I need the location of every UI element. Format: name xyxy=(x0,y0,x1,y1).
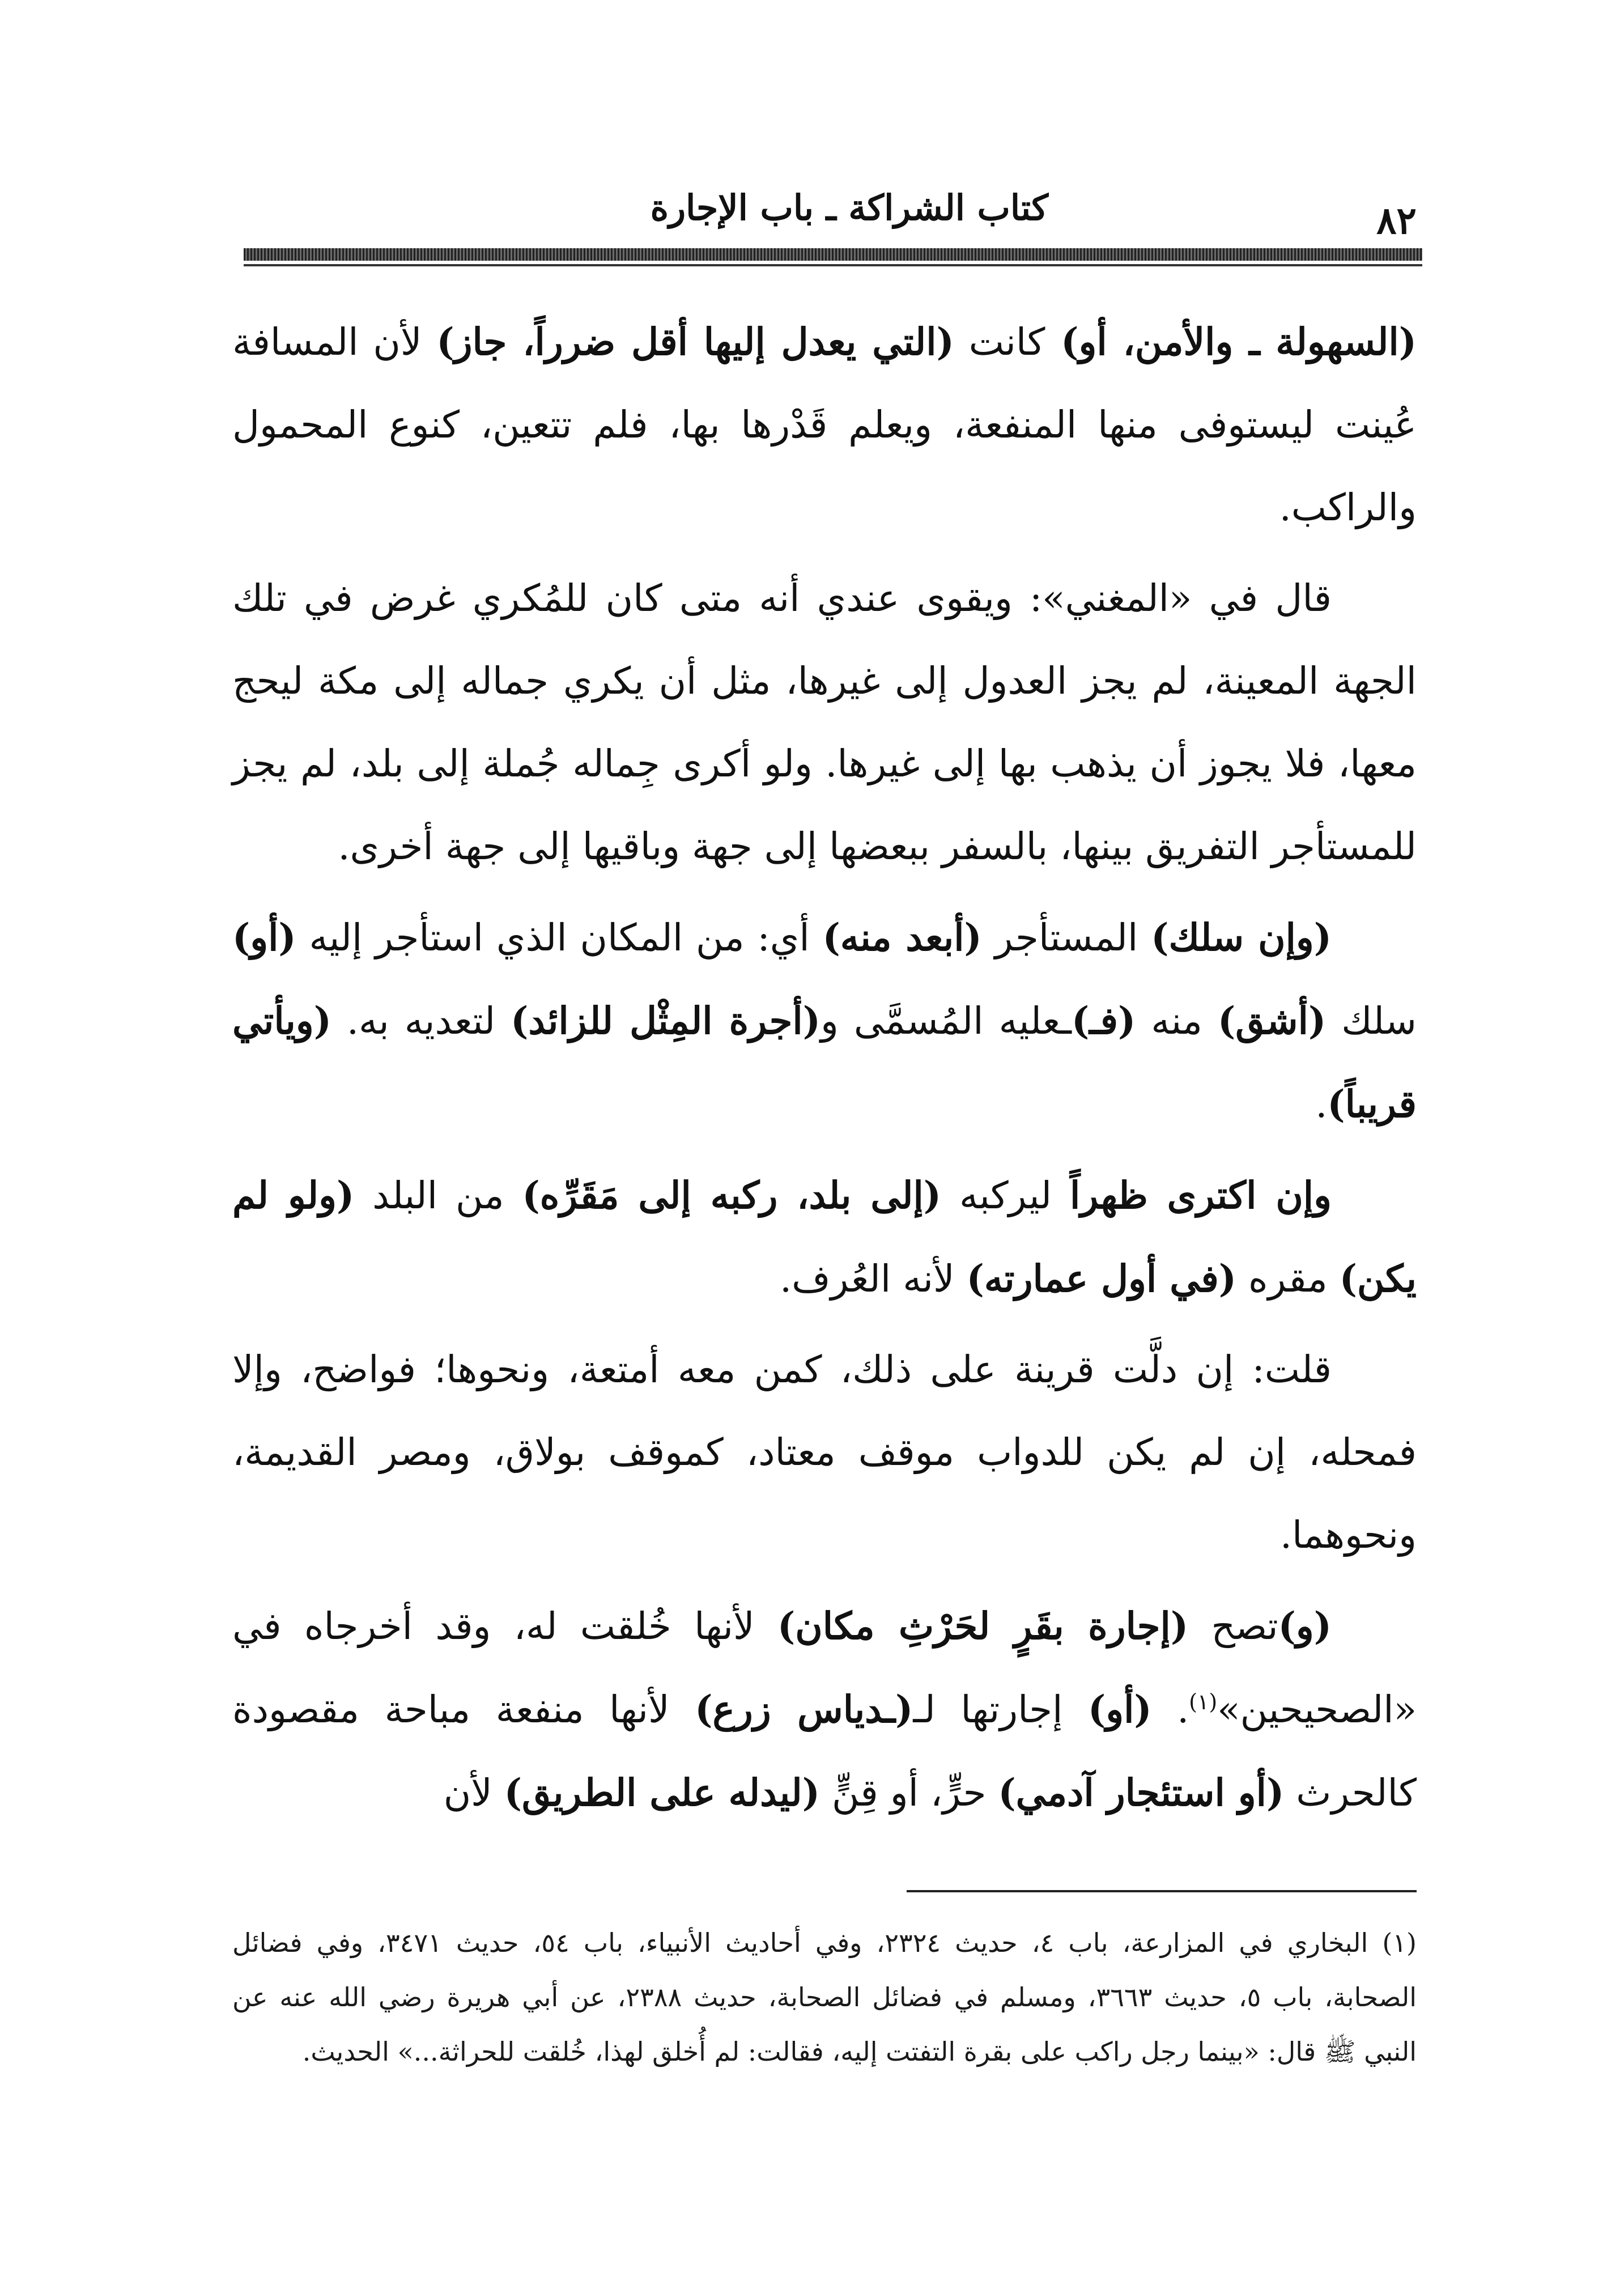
commentary-text: سلك xyxy=(1326,999,1417,1043)
commentary-text: . xyxy=(1151,1688,1189,1731)
matn-text: (ليدله على الطريق) xyxy=(504,1770,820,1815)
commentary-text: تصح xyxy=(1188,1604,1278,1648)
matn-text: (فـ) xyxy=(1071,999,1136,1043)
header-ornamental-rule xyxy=(244,248,1422,261)
commentary-text: حرٍّ، أو قِنٍّ xyxy=(820,1771,998,1815)
matn-text: (أو) xyxy=(232,915,296,959)
commentary-text: قال في «المغني»: ويقوى عندي أنه متى كان للمُكري غرض في تلك الجهة المعينة، لم يجز العدول إلى غيرها، مثل أن يكري جماله إلى مكة ليحج معها، فلا يجوز أن يذهب بها إلى غيرها. ولو أكرى جِماله جُملة إلى بلد، لم يجز للمستأجر التفريق بينها، بالسفر ببعضها إلى جهة وباقيها إلى جهة أخرى. xyxy=(232,576,1417,868)
commentary-text: من البلد xyxy=(354,1174,522,1217)
running-title: كتاب الشراكة ـ باب الإجارة xyxy=(650,187,1048,228)
matn-text: (و) xyxy=(1278,1604,1332,1648)
matn-text: (التي يعدل إليها أقل ضرراً، جاز) xyxy=(436,320,954,364)
main-text xyxy=(232,300,1417,1842)
commentary-text: . xyxy=(1315,1082,1328,1126)
matn-text: (السهولة ـ والأمن، أو) xyxy=(1045,320,1417,364)
matn-text: (أو استئجار آدمي) xyxy=(998,1770,1285,1815)
commentary-text: ليركبه xyxy=(941,1174,1070,1217)
page-number: ٨٢ xyxy=(1376,198,1417,243)
commentary-text: كانت xyxy=(954,320,1045,364)
commentary-text: مقره xyxy=(1236,1257,1340,1301)
commentary-text: لأن xyxy=(443,1771,504,1815)
paragraph-5 xyxy=(232,1328,1417,1577)
page-header xyxy=(244,176,1422,244)
paragraph-1 xyxy=(232,300,1417,549)
paragraph-2 xyxy=(232,557,1417,888)
paragraph-6 xyxy=(232,1585,1417,1835)
matn-text: (إجارة بقَرٍ لحَرْثِ مكان) xyxy=(777,1604,1189,1648)
matn-text: (ويأتي قريباً) xyxy=(232,999,1417,1126)
matn-text: (ـدياس زرع) xyxy=(695,1687,913,1731)
commentary-text: لأنه العُرف. xyxy=(780,1257,967,1301)
paragraph-4 xyxy=(232,1154,1417,1320)
matn-text: (أو) xyxy=(1087,1687,1152,1731)
commentary-text: منه xyxy=(1136,999,1218,1043)
commentary-text: لتعديه به. xyxy=(331,999,511,1043)
matn-text: وإن اكترى ظهراً xyxy=(1070,1173,1332,1217)
commentary-text: ـعليه المُسمَّى و xyxy=(820,999,1072,1043)
commentary-text: أي: من المكان الذي استأجر إليه xyxy=(296,916,823,959)
paragraph-3 xyxy=(232,896,1417,1146)
matn-text: (أبعد منه) xyxy=(822,915,982,959)
commentary-text: إجارتها لـ xyxy=(913,1688,1088,1731)
matn-text: (إلى بلد، ركبه إلى مَقَرِّه) xyxy=(522,1173,942,1217)
header-rule xyxy=(244,264,1422,266)
commentary-text: لأنها خُلقت له، وقد أخرجاه في «الصحيحين» xyxy=(232,1604,1417,1731)
footnote-separator xyxy=(907,1890,1417,1892)
commentary-text: لأنها منفعة مباحة مقصودة كالحرث xyxy=(232,1688,1417,1815)
footnote-1: (١) البخاري في المزارعة، باب ٤، حديث ٢٣٢٤، وفي أحاديث الأنبياء، باب ٥٤، حديث ٣٤٧١، وفي فضائل الصحابة، باب ٥، حديث ٣٦٦٣، ومسلم في فضائل الصحابة، حديث ٢٣٨٨، عن أبي هريرة رضي الله عنه عن النبي ﷺ قال: «بينما رجل راكب على بقرة التفتت إليه، فقالت: لم أُخلق لهذا، خُلقت للحراثة...» الحديث. xyxy=(232,1927,1417,2067)
matn-text: (وإن سلك) xyxy=(1151,915,1332,959)
matn-text: (أشق) xyxy=(1218,999,1327,1043)
footnote-reference[interactable]: (١) xyxy=(1189,1689,1218,1714)
matn-text: (أجرة المِثْل للزائد) xyxy=(511,999,820,1043)
matn-text: (ولو لم يكن) xyxy=(232,1173,1417,1301)
commentary-text: قلت: إن دلَّت قرينة على ذلك، كمن معه أمتعة، ونحوها؛ فواضح، وإلا فمحله، إن لم يكن للدواب موقف معتاد، كموقف بولاق، ومصر القديمة، ونحوهما. xyxy=(232,1348,1417,1557)
footnote xyxy=(232,1916,1417,2079)
commentary-text: المستأجر xyxy=(981,916,1151,959)
commentary-text: لأن المسافة عُينت ليستوفى منها المنفعة، ويعلم قَدْرها بها، فلم تتعين، كنوع المحمول والراكب. xyxy=(232,320,1417,529)
matn-text: (في أول عمارته) xyxy=(966,1256,1236,1301)
